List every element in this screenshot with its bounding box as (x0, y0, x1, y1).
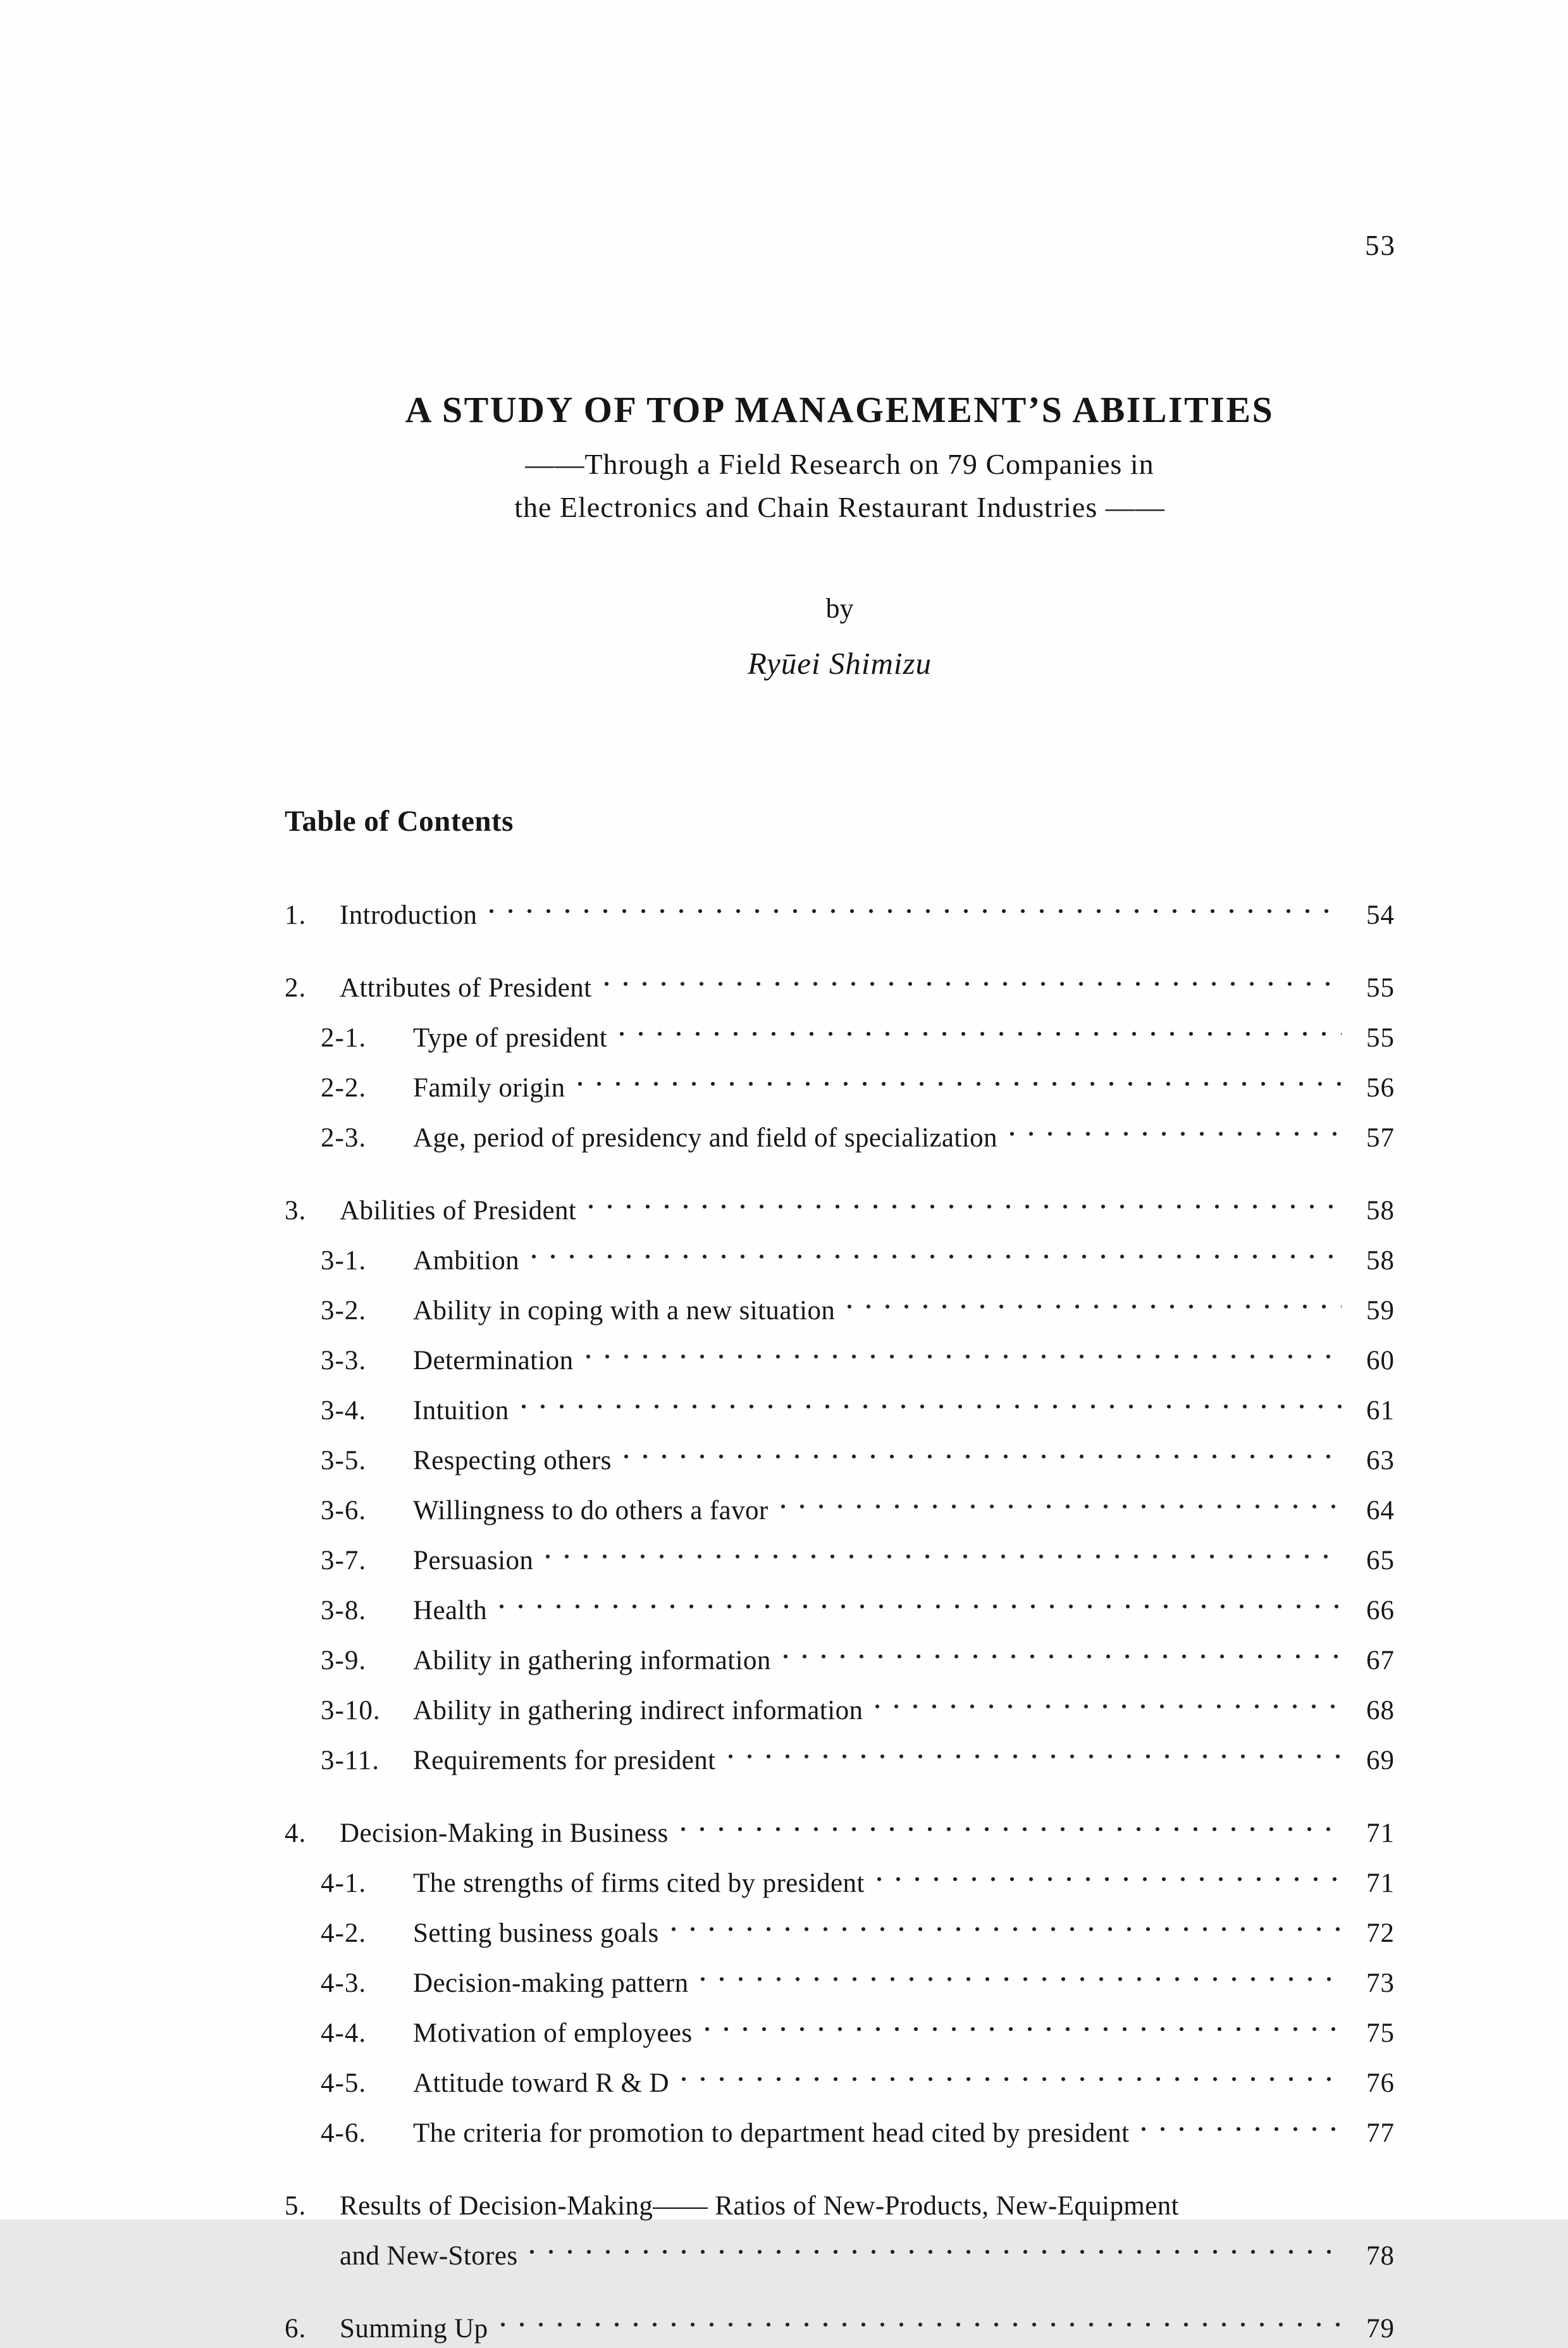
toc-entry (285, 1904, 1395, 1953)
toc-entry-page: 59 (1366, 1296, 1395, 1326)
toc-entry-number: 2. (285, 973, 307, 1003)
toc-entry-page: 77 (1366, 2118, 1395, 2148)
toc-entry (285, 1481, 1395, 1530)
toc-entry-label: Health (413, 1596, 488, 1625)
toc-entry-label: Introduction (340, 900, 478, 930)
toc-entry-number: 2-1. (321, 1023, 367, 1053)
toc-entry-page: 60 (1366, 1346, 1395, 1376)
toc-leader-dots (782, 1631, 1342, 1669)
toc-entry-label: Abilities of President (340, 1196, 577, 1226)
document-subtitle-line-1: ——Through a Field Research on 79 Companies in (525, 448, 1154, 480)
toc-entry-number: 3-9. (321, 1646, 367, 1675)
toc-entry-label: Age, period of presidency and field of specialization (413, 1123, 997, 1153)
toc-entry (285, 2177, 1395, 2225)
toc-leader-dots (1190, 2177, 1342, 2214)
toc-leader-dots (1009, 1109, 1342, 1146)
toc-entry-label: Family origin (413, 1073, 565, 1103)
toc-entry (285, 1431, 1395, 1480)
toc-leader-dots (681, 2054, 1342, 2092)
toc-entry-page: 67 (1366, 1646, 1395, 1675)
toc-entry-page: 71 (1366, 1818, 1395, 1848)
toc-entry-number: 3-4. (321, 1396, 367, 1426)
toc-entry-page: 79 (1366, 2314, 1395, 2344)
toc-entry-page: 69 (1366, 1746, 1395, 1775)
toc-entry-page: 64 (1366, 1496, 1395, 1525)
toc-leader-dots (488, 886, 1342, 924)
toc-entry-number: 3-10. (321, 1696, 381, 1725)
toc-entry-page: 66 (1366, 1596, 1395, 1625)
toc-entry-page: 71 (1366, 1868, 1395, 1898)
toc-entry-page: 78 (1366, 2241, 1395, 2271)
toc-entry (285, 1631, 1395, 1680)
toc-entry-number: 6. (285, 2314, 307, 2344)
toc-entry-number: 5. (285, 2191, 307, 2221)
toc-entry-label: Intuition (413, 1396, 509, 1426)
toc-entry-number: 3-11. (321, 1746, 380, 1775)
toc-entry-number: 3-6. (321, 1496, 367, 1525)
toc-leader-dots (545, 1531, 1342, 1569)
toc-entry-number: 3-8. (321, 1596, 367, 1625)
toc-entry (285, 2054, 1395, 2103)
toc-entry-number: 1. (285, 900, 307, 930)
toc-entry-page: 55 (1366, 973, 1395, 1003)
toc-leader-dots (603, 959, 1342, 997)
toc-entry-label: Attitude toward R & D (413, 2068, 669, 2098)
toc-entry-page: 68 (1366, 1696, 1395, 1725)
toc-leader-dots (585, 1331, 1342, 1369)
toc-list (285, 886, 1395, 2348)
toc-leader-dots (780, 1481, 1342, 1519)
toc-entry-page: 58 (1366, 1246, 1395, 1276)
toc-entry (285, 2004, 1395, 2053)
toc-entry-label: Ability in gathering information (413, 1646, 771, 1675)
toc-leader-dots (619, 1009, 1342, 1047)
toc-leader-dots (577, 1059, 1342, 1096)
toc-entry-page: 61 (1366, 1396, 1395, 1426)
toc-leader-dots (670, 1904, 1342, 1942)
author-name: Ryūei Shimizu (747, 646, 932, 681)
toc-entry-page: 65 (1366, 1546, 1395, 1575)
toc-leader-dots (874, 1681, 1342, 1719)
toc-entry-number: 3-7. (321, 1546, 367, 1575)
toc-entry-number: 3. (285, 1196, 307, 1226)
toc-entry-label: Type of president (413, 1023, 608, 1053)
toc-entry-number: 3-2. (321, 1296, 367, 1326)
toc-entry-number: 4. (285, 1818, 307, 1848)
toc-entry-label: Willingness to do others a favor (413, 1496, 769, 1525)
toc-leader-dots (700, 1954, 1342, 1992)
toc-entry-page: 58 (1366, 1196, 1395, 1226)
toc-entry-number: 4-5. (321, 2068, 367, 2098)
toc-entry-page: 75 (1366, 2018, 1395, 2048)
toc-entry-label: Ambition (413, 1246, 520, 1276)
toc-entry-page: 63 (1366, 1446, 1395, 1475)
toc-entry-label: Ability in coping with a new situation (413, 1296, 836, 1326)
toc-entry-label: Decision-Making in Business (340, 1818, 669, 1848)
toc-entry (285, 1109, 1395, 1157)
toc-entry-label: Summing Up (340, 2314, 488, 2344)
toc-entry-page: 55 (1366, 1023, 1395, 1053)
toc-entry-label: Decision-making pattern (413, 1968, 689, 1998)
document-title: A STUDY OF TOP MANAGEMENT’S ABILITIES (405, 389, 1275, 430)
toc-leader-dots (529, 2227, 1342, 2264)
toc-entry-page: 56 (1366, 1073, 1395, 1103)
toc-entry-label: and New-Stores (340, 2241, 518, 2271)
toc-entry-number: 4-3. (321, 1968, 367, 1998)
toc-entry (285, 959, 1395, 1007)
toc-entry (285, 886, 1395, 935)
page-content (285, 0, 1395, 2348)
toc-leader-dots (588, 1181, 1342, 1219)
toc-entry-label: Attributes of President (340, 973, 592, 1003)
toc-entry-page: 73 (1366, 1968, 1395, 1998)
page-number: 53 (1365, 230, 1396, 261)
toc-entry-label: Persuasion (413, 1546, 534, 1575)
toc-leader-dots (498, 1581, 1342, 1619)
toc-leader-dots (846, 1281, 1342, 1319)
toc-entry (285, 1804, 1395, 1853)
toc-entry-label: The criteria for promotion to department head cited by president (413, 2118, 1130, 2148)
toc-leader-dots (727, 1731, 1342, 1769)
toc-entry (285, 1954, 1395, 2003)
toc-entry (285, 1231, 1395, 1280)
toc-entry-label: Setting business goals (413, 1918, 659, 1948)
toc-entry-number: 4-6. (321, 2118, 367, 2148)
toc-leader-dots (704, 2004, 1342, 2042)
toc-entry-number: 3-1. (321, 1246, 367, 1276)
toc-entry-label: Ability in gathering indirect information (413, 1696, 863, 1725)
byline: by (825, 593, 854, 624)
toc-entry (285, 1731, 1395, 1780)
toc-leader-dots (623, 1431, 1342, 1469)
toc-entry (285, 2104, 1395, 2152)
toc-entry-number: 4-4. (321, 2018, 367, 2048)
toc-entry (285, 1009, 1395, 1057)
toc-leader-dots (1140, 2104, 1342, 2142)
toc-entry-label: Determination (413, 1346, 574, 1376)
toc-leader-dots (680, 1804, 1342, 1842)
toc-leader-dots (500, 2299, 1342, 2337)
toc-entry-label: Requirements for president (413, 1746, 716, 1775)
toc-leader-dots (876, 1854, 1342, 1892)
toc-entry (285, 2299, 1395, 2348)
toc-entry-number: 4-2. (321, 1918, 367, 1948)
toc-entry-label: Motivation of employees (413, 2018, 693, 2048)
toc-entry-number: 2-2. (321, 1073, 367, 1103)
toc-entry-page: 76 (1366, 2068, 1395, 2098)
table-of-contents-heading: Table of Contents (285, 805, 514, 838)
toc-entry-page: 72 (1366, 1918, 1395, 1948)
toc-entry-page: 57 (1366, 1123, 1395, 1153)
toc-leader-dots (531, 1231, 1342, 1269)
toc-entry (285, 1581, 1395, 1630)
toc-entry-page: 54 (1366, 900, 1395, 930)
toc-leader-dots (521, 1381, 1342, 1419)
toc-entry-label: Results of Decision-Making—— Ratios of New-Products, New-Equipment (340, 2191, 1179, 2221)
toc-entry (285, 1681, 1395, 1730)
document-subtitle-line-2: the Electronics and Chain Restaurant Industries —— (514, 491, 1165, 523)
toc-entry-label: Respecting others (413, 1446, 612, 1475)
toc-entry-label: The strengths of firms cited by president (413, 1868, 865, 1898)
toc-entry (285, 1181, 1395, 1230)
toc-entry (285, 1854, 1395, 1903)
toc-entry (285, 1059, 1395, 1107)
toc-entry-number: 3-3. (321, 1346, 367, 1376)
toc-entry (285, 1531, 1395, 1580)
toc-entry (285, 1281, 1395, 1330)
toc-entry-number: 2-3. (321, 1123, 367, 1153)
toc-entry-number: 4-1. (321, 1868, 367, 1898)
toc-entry (285, 1331, 1395, 1380)
toc-entry (285, 1381, 1395, 1430)
toc-entry (285, 2227, 1395, 2275)
toc-entry-number: 3-5. (321, 1446, 367, 1475)
